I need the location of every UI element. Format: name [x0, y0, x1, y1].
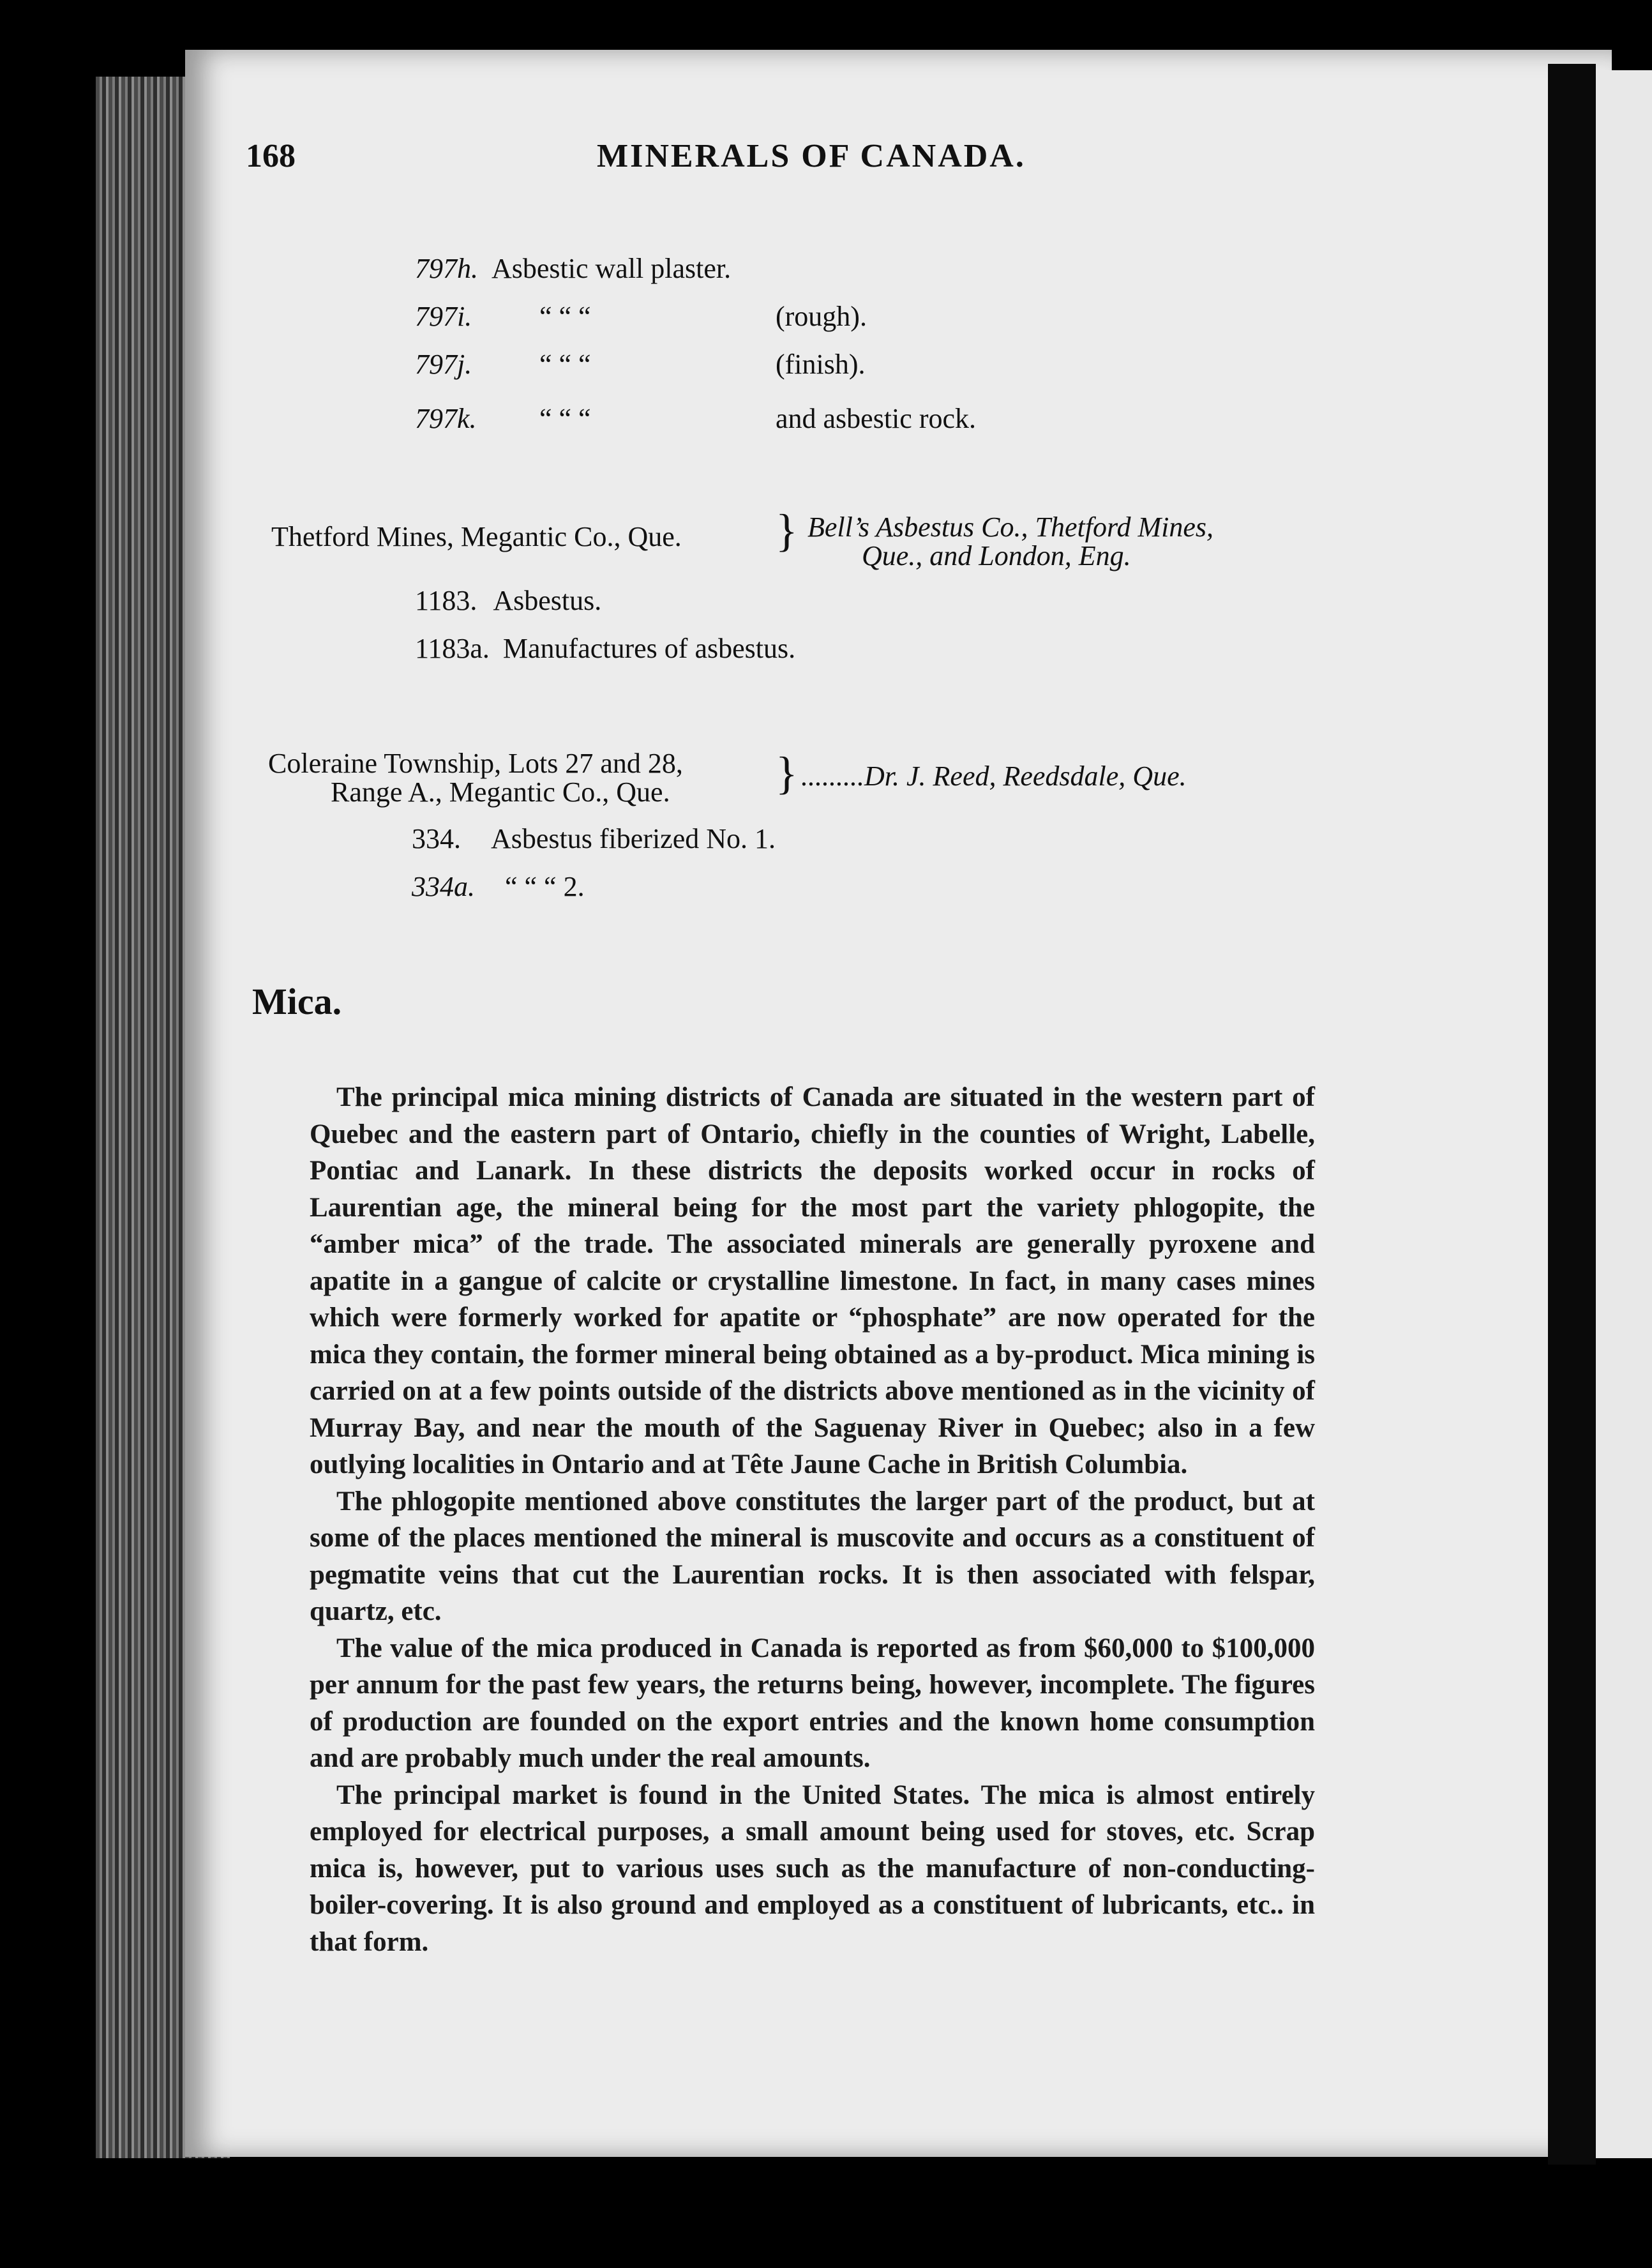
book-gutter: [1548, 64, 1596, 2165]
catalog-entry: 797k. “ “ “ and asbestic rock.: [415, 403, 976, 434]
locality: Coleraine Township, Lots 27 and 28,: [268, 748, 683, 779]
catalog-entry: 1183. Asbestus.: [415, 585, 602, 616]
locality: Thetford Mines, Megantic Co., Que.: [271, 521, 682, 552]
exhibitor: .........Dr. J. Reed, Reedsdale, Que.: [801, 760, 1187, 792]
catalog-entry: 797i. “ “ “ (rough).: [415, 301, 867, 332]
body-text: [310, 1079, 1315, 1960]
next-page-edge: [1596, 70, 1652, 2158]
section-heading: Mica.: [252, 981, 342, 1022]
brace: }: [776, 748, 798, 799]
running-header: [246, 137, 1331, 188]
paragraph: The principal market is found in the United States. The mica is almost entirely employed for electrical purposes, a small amount being used for stoves, etc. Scrap mica is, however, put to various uses such as the manufacture of non-conducting-boiler-covering. It is also ground and employed as a constituent of lubricants, etc.. in that form.: [310, 1780, 1315, 1957]
page-number: 168: [246, 138, 296, 174]
exhibitor: Que., and London, Eng.: [862, 540, 1131, 571]
running-title: MINERALS OF CANADA.: [597, 138, 1026, 174]
paragraph: The principal mica mining districts of Canada are situated in the western part of Quebec and the eastern part of Ontario, chiefly in the counties of Wright, Labelle, Pontiac and Lanark. In these districts the deposits worked occur in rocks of Laurentian age, the mineral being for the most part the variety phlogopite, the “amber mica” of the trade. The associated minerals are generally pyroxene and apatite in a gangue of calcite or crystalline limestone. In fact, in many cases mines which were formerly worked for apatite or “phosphate” are now operated for the mica they contain, the former mineral being obtained as a by-product. Mica mining is carried on at a few points outside of the districts above mentioned as in the vicinity of Murray Bay, and near the mouth of the Saguenay River in Quebec; also in a few outlying localities in Ontario and at Tête Jaune Cache in British Columbia.: [310, 1082, 1315, 1479]
catalog-entry: 797h. Asbestic wall plaster.: [415, 253, 732, 284]
paragraph: The value of the mica produced in Canada is reported as from $60,000 to $100,000 per annum for the past few years, the returns being, however, incomplete. The figures of production are founded on the export entries and the known home consumption and are probably much under the real amounts.: [310, 1633, 1315, 1773]
catalog-entry: 334a. “ “ “ 2.: [412, 871, 585, 902]
paragraph: The phlogopite mentioned above constitutes the larger part of the product, but at some of the places mentioned the mineral is muscovite and occurs as a constituent of pegmatite veins that cut the Laurentian rocks. It is then associated with felspar, quartz, etc.: [310, 1486, 1315, 1626]
catalog-entry: 334. Asbestus fiberized No. 1.: [412, 823, 776, 854]
catalog-entry: 1183a. Manufactures of asbestus.: [415, 633, 796, 664]
brace: }: [776, 505, 798, 556]
locality: Range A., Megantic Co., Que.: [331, 776, 670, 808]
catalog-entry: 797j. “ “ “ (finish).: [415, 349, 866, 380]
exhibitor: Bell’s Asbestus Co., Thetford Mines,: [807, 511, 1213, 543]
